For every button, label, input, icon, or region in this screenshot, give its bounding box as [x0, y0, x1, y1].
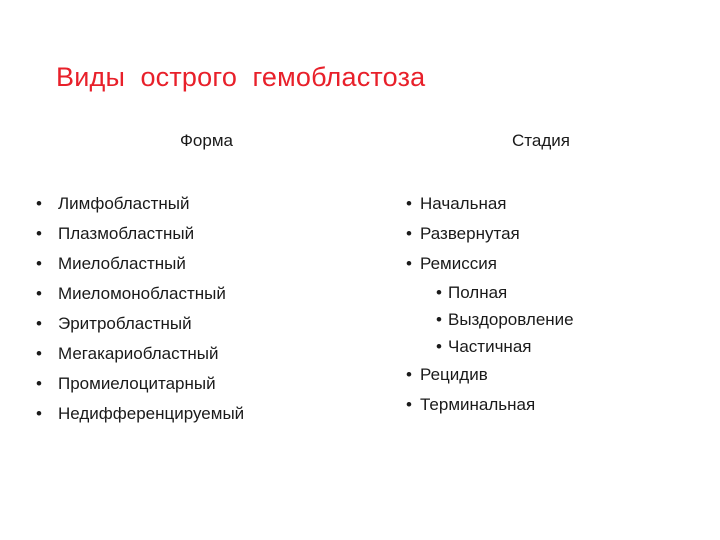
- sub-list-item: [406, 333, 574, 360]
- bullet-icon: •: [36, 374, 42, 393]
- list-item-label: Миеломонобластный: [58, 284, 226, 303]
- list-item-label: Ремиссия: [420, 254, 497, 273]
- bullet-icon: •: [36, 404, 42, 423]
- list-item: [36, 279, 244, 309]
- list-item: [406, 390, 574, 420]
- sub-list-item: [406, 279, 574, 306]
- forma-list: [36, 189, 244, 429]
- list-item-label: Начальная: [420, 194, 507, 213]
- list-item-label: Миелобластный: [58, 254, 186, 273]
- list-item-label: Выздоровление: [448, 310, 574, 329]
- list-item-label: Полная: [448, 283, 508, 302]
- list-item: [36, 399, 244, 429]
- bullet-icon: •: [36, 224, 42, 243]
- list-item: [406, 360, 574, 390]
- bullet-icon: •: [406, 395, 412, 414]
- list-item: [406, 219, 574, 249]
- list-item: [36, 309, 244, 339]
- bullet-icon: •: [406, 224, 412, 243]
- list-item-label: Рецидив: [420, 365, 488, 384]
- list-item: [36, 219, 244, 249]
- bullet-icon: •: [36, 194, 42, 213]
- list-item-label: Плазмобластный: [58, 224, 195, 243]
- sub-list-item: [406, 306, 574, 333]
- list-item: [36, 369, 244, 399]
- slide-title: Виды острого гемобластоза: [56, 62, 426, 92]
- list-item: [36, 189, 244, 219]
- bullet-icon: •: [36, 284, 42, 303]
- bullet-icon: •: [436, 283, 442, 302]
- bullet-icon: •: [406, 194, 412, 213]
- list-item: [406, 249, 574, 279]
- stadiya-heading: Стадия: [512, 131, 570, 150]
- list-item-label: Развернутая: [420, 224, 520, 243]
- list-item-label: Недифференцируемый: [58, 404, 245, 423]
- forma-heading: Форма: [180, 131, 233, 150]
- list-item-label: Лимфобластный: [58, 194, 190, 213]
- bullet-icon: •: [436, 337, 442, 356]
- bullet-icon: •: [36, 314, 42, 333]
- list-item-label: Терминальная: [420, 395, 536, 414]
- stadiya-list: [406, 189, 574, 420]
- list-item-label: Промиелоцитарный: [58, 374, 216, 393]
- list-item-label: Частичная: [448, 337, 532, 356]
- bullet-icon: •: [436, 310, 442, 329]
- list-item: [406, 189, 574, 219]
- list-item-label: Эритробластный: [58, 314, 192, 333]
- bullet-icon: •: [36, 344, 42, 363]
- list-item: [36, 249, 244, 279]
- bullet-icon: •: [36, 254, 42, 273]
- list-item-label: Мегакариобластный: [58, 344, 219, 363]
- bullet-icon: •: [406, 254, 412, 273]
- list-item: [36, 339, 244, 369]
- bullet-icon: •: [406, 365, 412, 384]
